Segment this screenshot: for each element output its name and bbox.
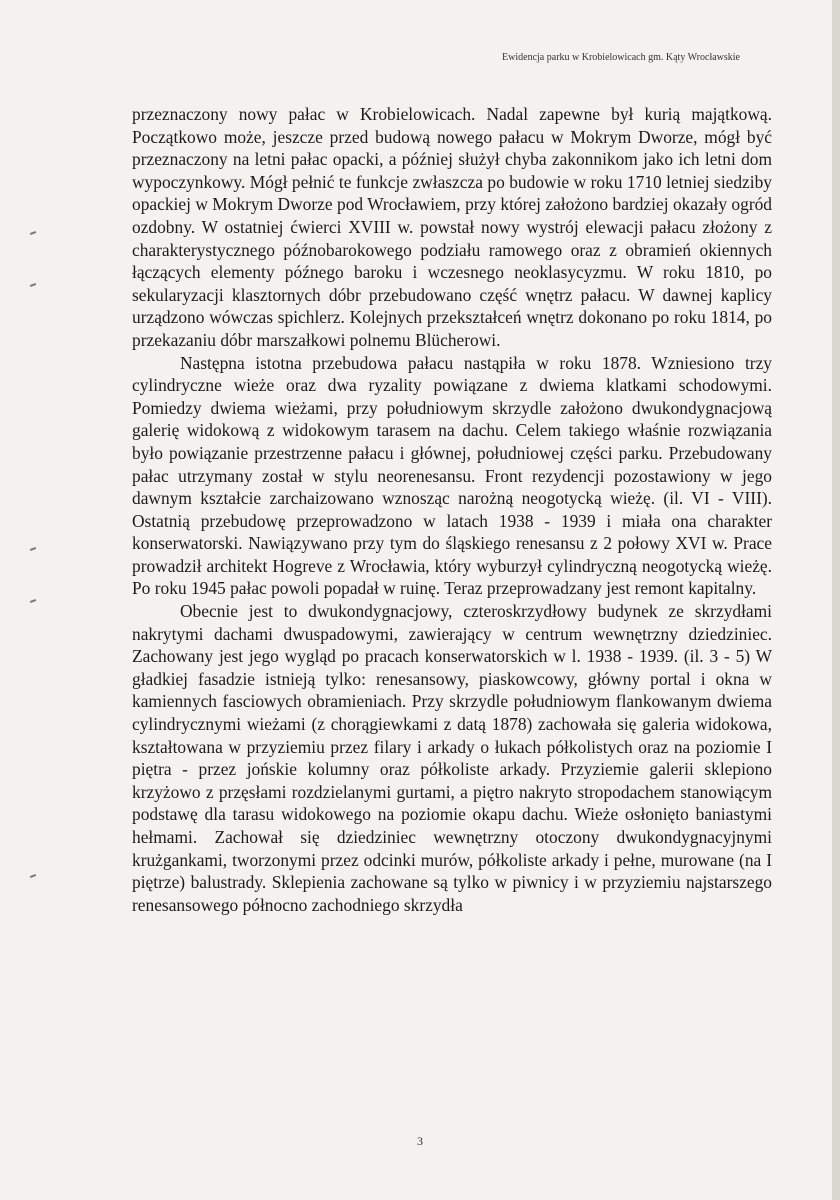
scan-margin-mark	[30, 874, 36, 878]
body-text	[132, 103, 772, 916]
scan-margin-mark	[30, 231, 36, 235]
scan-margin-mark	[30, 599, 36, 603]
paragraph-1: przeznaczony nowy pałac w Krobielowicach. Nadal zapewne był kurią majątkową. Początkowo może, jeszcze przed budową nowego pałacu w Mokrym Dworze, mógł być przeznaczony na letni pałac opacki, a później służył chyba zakonnikom jako ich letni dom wypoczynkowy. Mógł pełnić te funkcje zwłaszcza po budowie w roku 1710 letniej siedziby opackiej w Mokrym Dworze pod Wrocławiem, przy której założono bardziej okazały ogród ozdobny. W ostatniej ćwierci XVIII w. powstał nowy wystrój elewacji pałacu złożony z charakterystycznego późnobarokowego podziału ramowego oraz z obramień okiennych łączących elementy późnego baroku i wczesnego neoklasycyzmu. W roku 1810, po sekularyzacji klasztornych dóbr przebudowano część wnętrz pałacu. W dawnej kaplicy urządzono wówczas spichlerz. Kolejnych przekształceń wnętrz dokonano po roku 1814, po przekazaniu dóbr marszałkowi polnemu Blücherowi.	[132, 104, 772, 350]
page-number: 3	[417, 1134, 423, 1148]
scan-margin-mark	[30, 283, 36, 287]
running-header: Ewidencja parku w Krobielowicach gm. Kąty Wrocławskie	[502, 52, 740, 63]
page-edge	[832, 0, 840, 1200]
paragraph-3: Obecnie jest to dwukondygnacjowy, czteroskrzydłowy budynek ze skrzydłami nakrytymi dachami dwuspadowymi, zawierający w centrum wewnętrzny dziedziniec. Zachowany jest jego wygląd po pracach konserwatorskich w l. 1938 - 1939. (il. 3 - 5) W gładkiej fasadzie istnieją tylko: renesansowy, piaskowcowy, główny portal i okna w kamiennych fasciowych obramieniach. Przy skrzydle południowym flankowanym dwiema cylindrycznymi wieżami (z chorągiewkami z datą 1878) zachowała się galeria widokowa, kształtowana w przyziemiu przez filary i arkady o łukach półkolistych oraz na poziomie I piętra - przez jońskie kolumny oraz półkoliste arkady. Przyziemie galerii sklepiono krzyżowo z przęsłami rozdzielanymi gurtami, a piętro nakryto stropodachem stanowiącym podstawę dla tarasu widokowego na poziomie okapu dachu. Wieże osłonięto baniastymi hełmami. Zachował się dziedziniec wewnętrzny otoczony dwukondygnacyjnymi krużgankami, tworzonymi przez odcinki murów, półkoliste arkady i pełne, murowane (na I piętrze) balustrady. Sklepienia zachowane są tylko w piwnicy i w przyziemiu najstarszego renesansowego północno zachodniego skrzydła	[132, 601, 772, 915]
scan-margin-mark	[30, 547, 36, 551]
paragraph-2: Następna istotna przebudowa pałacu nastąpiła w roku 1878. Wzniesiono trzy cylindryczne wieże oraz dwa ryzality powiązane z dwiema klatkami schodowymi. Pomiedzy dwiema wieżami, przy południowym skrzydle założono dwukondygnacjową galerię widokową z widokowym tarasem na dachu. Celem takiego właśnie rozwiązania było powiązanie przestrzenne pałacu i głównej, południowej części parku. Przebudowany pałac utrzymany został w stylu neorenesansu. Front rezydencji pozostawiony w jego dawnym kształcie zarchaizowano wznosząc narożną neogotycką wieżę. (il. VI - VIII). Ostatnią przebudowę przeprowadzono w latach 1938 - 1939 i miała ona charakter konserwatorski. Nawiązywano przy tym do śląskiego renesansu z 2 połowy XVI w. Prace prowadził architekt Hogreve z Wrocławia, który wyburzył cylindryczną neogotycką wieżę. Po roku 1945 pałac powoli popadał w ruinę. Teraz przeprowadzany jest remont kapitalny.	[132, 352, 772, 599]
